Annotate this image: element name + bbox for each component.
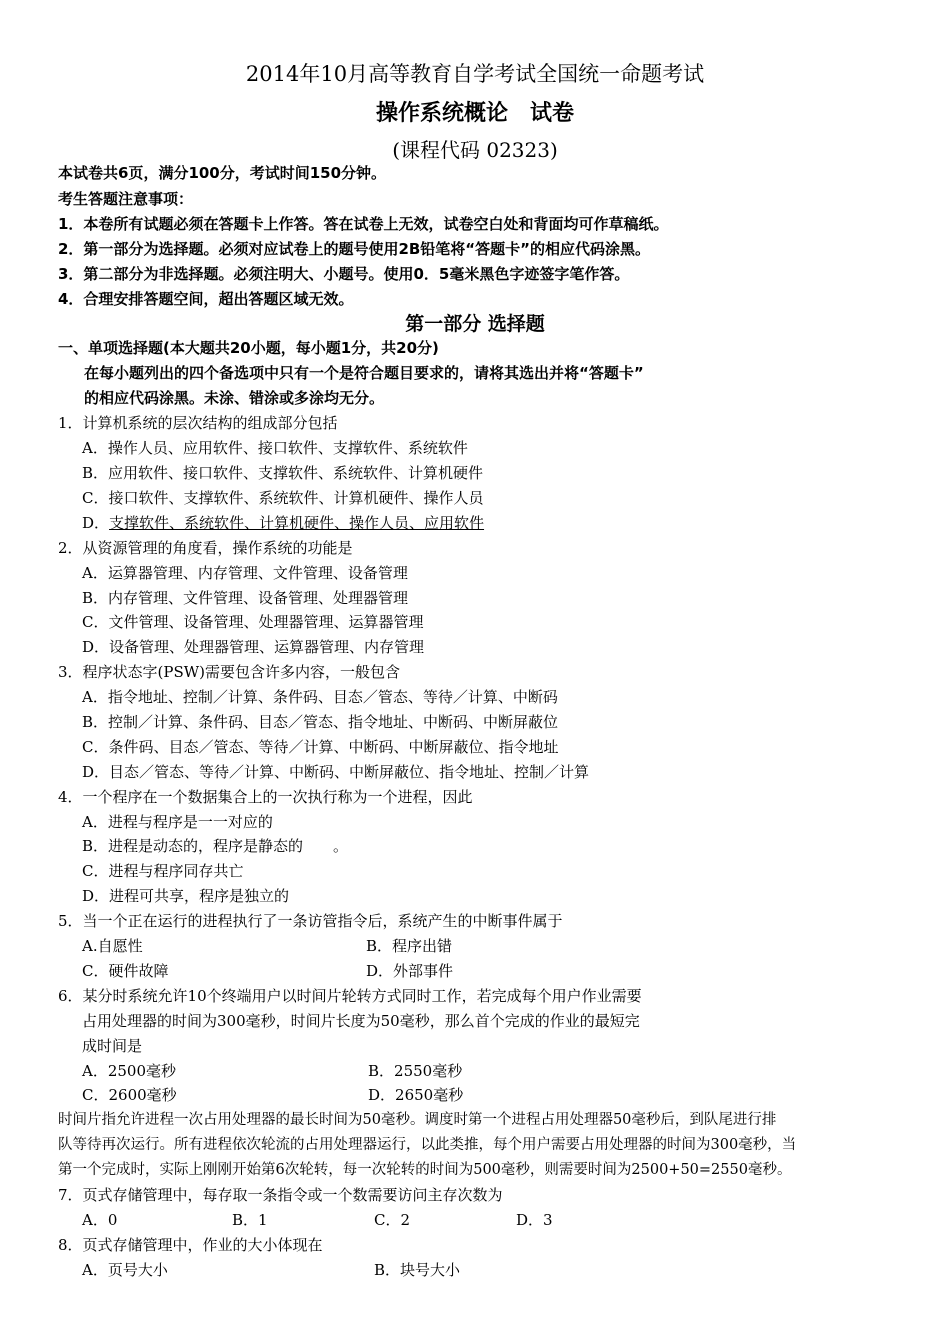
notice-item-2: 2．第一部分为选择题。必须对应试卷上的题号使用2B铅笔将“答题卡”的相应代码涂黑。 — [58, 240, 651, 258]
part1-title: 第一部分 选择题 — [405, 313, 545, 335]
q3-option-c: C．条件码、目态／管态、等待／计算、中断码、中断屏蔽位、指令地址 — [82, 738, 559, 756]
section-instruction-1: 在每小题列出的四个备选项中只有一个是符合题目要求的，请将其选出并将“答题卡” — [84, 364, 644, 382]
q4-stem: 4．一个程序在一个数据集合上的一次执行称为一个进程，因此 — [58, 788, 473, 806]
q6-option-b: B．2550毫秒 — [368, 1062, 463, 1080]
q6-stem-line2: 占用处理器的时间为300毫秒，时间片长度为50毫秒，那么首个完成的作业的最短完 — [82, 1012, 640, 1030]
q7-option-c: C．2 — [374, 1211, 411, 1229]
q3-option-b: B．控制／计算、条件码、目态／管态、指令地址、中断码、中断屏蔽位 — [82, 713, 559, 731]
section-instruction-2: 的相应代码涂黑。未涂、错涂或多涂均无分。 — [84, 389, 385, 407]
notice-item-3: 3．第二部分为非选择题。必须注明大、小题号。使用0．5毫米黑色字迹签字笔作答。 — [58, 265, 630, 283]
paper-title: 操作系统概论 试卷 — [375, 100, 574, 126]
q4-option-d: D．进程可共享，程序是独立的 — [82, 887, 290, 905]
notice-item-4: 4．合理安排答题空间，超出答题区域无效。 — [58, 290, 354, 308]
q1-option-d — [82, 513, 484, 533]
q6-explanation-line3: 第一个完成时，实际上刚刚开始第6次轮转，每一次轮转的时间为500毫秒，则需要时间为2500+50=2550毫秒。 — [58, 1162, 792, 1178]
q5-stem: 5．当一个正在运行的进程执行了一条访管指令后，系统产生的中断事件属于 — [58, 912, 563, 930]
notice-item-1: 1．本卷所有试题必须在答题卡上作答。答在试卷上无效，试卷空白处和背面均可作草稿纸。 — [58, 215, 669, 233]
q4-option-b: B．进程是动态的，程序是静态的 。 — [82, 837, 349, 855]
q5-option-b: B．程序出错 — [366, 937, 453, 955]
q4-option-a: A．进程与程序是一一对应的 — [82, 813, 273, 831]
q8-stem: 8．页式存储管理中，作业的大小体现在 — [58, 1236, 323, 1254]
q1-option-c: C．接口软件、支撑软件、系统软件、计算机硬件、操作人员 — [82, 489, 484, 507]
q2-option-d: D．设备管理、处理器管理、运算器管理、内存管理 — [82, 638, 425, 656]
q6-explanation-line2: 队等待再次运行。所有进程依次轮流的占用处理器运行，以此类推，每个用户需要占用处理器的时间为300毫秒，当 — [58, 1137, 797, 1153]
q6-option-c: C．2600毫秒 — [82, 1086, 177, 1104]
q7-option-b: B．1 — [232, 1211, 268, 1229]
q6-stem-line3: 成时间是 — [82, 1037, 143, 1055]
q6-option-a: A．2500毫秒 — [82, 1062, 177, 1080]
q1-option-d-prefix: D． — [82, 514, 110, 532]
course-code: (课程代码 02323) — [392, 138, 558, 162]
q2-stem: 2．从资源管理的角度看，操作系统的功能是 — [58, 539, 353, 557]
q1-stem: 1．计算机系统的层次结构的组成部分包括 — [58, 414, 338, 432]
q5-option-c: C．硬件故障 — [82, 962, 169, 980]
notice-heading: 考生答题注意事项： — [58, 190, 194, 208]
notice-intro: 本试卷共6页，满分100分，考试时间150分钟。 — [58, 164, 387, 182]
section-heading: 一、单项选择题(本大题共20小题，每小题1分，共20分) — [58, 339, 439, 357]
q1-option-a: A．操作人员、应用软件、接口软件、支撑软件、系统软件 — [82, 439, 468, 457]
q8-option-a: A．页号大小 — [82, 1261, 168, 1279]
q4-option-c: C．进程与程序同存共亡 — [82, 862, 244, 880]
q3-option-a: A．指令地址、控制／计算、条件码、目态／管态、等待／计算、中断码 — [82, 688, 558, 706]
q8-option-b: B．块号大小 — [374, 1261, 461, 1279]
q3-stem: 3．程序状态字(PSW)需要包含许多内容，一般包含 — [58, 663, 401, 681]
q6-option-d: D．2650毫秒 — [368, 1086, 464, 1104]
q7-stem: 7．页式存储管理中，每存取一条指令或一个数需要访问主存次数为 — [58, 1186, 503, 1204]
q1-option-b: B．应用软件、接口软件、支撑软件、系统软件、计算机硬件 — [82, 464, 484, 482]
q1-option-d-text: 支撑软件、系统软件、计算机硬件、操作人员、应用软件 — [109, 514, 485, 532]
q5-option-d: D．外部事件 — [366, 962, 454, 980]
q6-explanation-line1: 时间片指允许进程一次占用处理器的最长时间为50毫秒。调度时第一个进程占用处理器50毫秒后，到队尾进行排 — [58, 1112, 777, 1128]
q6-stem-line1: 6．某分时系统允许10个终端用户以时间片轮转方式同时工作，若完成每个用户作业需要 — [58, 987, 642, 1005]
exam-title: 2014年10月高等教育自学考试全国统一命题考试 — [245, 62, 705, 86]
q2-option-a: A．运算器管理、内存管理、文件管理、设备管理 — [82, 564, 408, 582]
q7-option-a: A．0 — [82, 1211, 118, 1229]
q7-option-d: D．3 — [516, 1211, 553, 1229]
q2-option-b: B．内存管理、文件管理、设备管理、处理器管理 — [82, 589, 409, 607]
q3-option-d: D．目态／管态、等待／计算、中断码、中断屏蔽位、指令地址、控制／计算 — [82, 763, 590, 781]
q2-option-c: C．文件管理、设备管理、处理器管理、运算器管理 — [82, 613, 424, 631]
q5-option-a: A.自愿性 — [82, 937, 143, 955]
